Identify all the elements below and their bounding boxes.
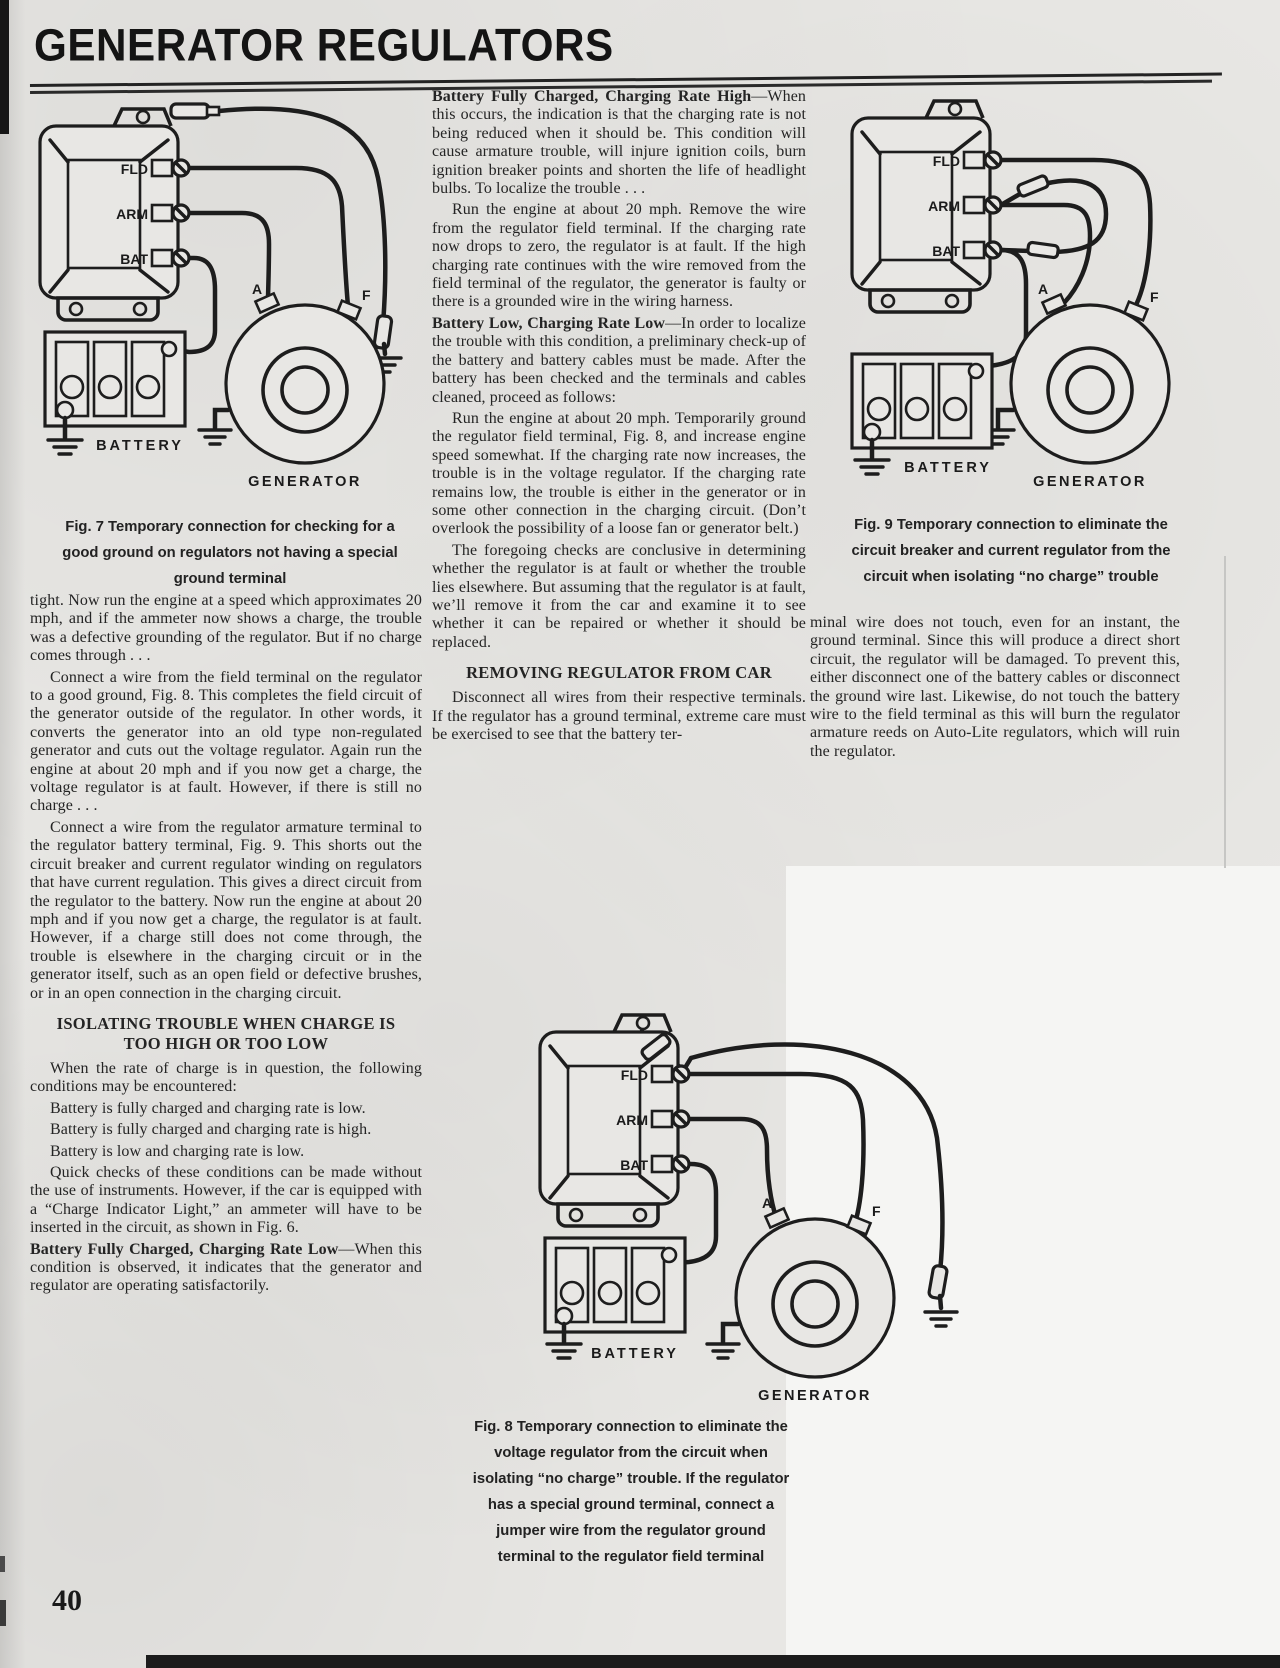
fig8-wiring-diagram [423, 1010, 993, 1410]
generator-drawing [707, 1195, 894, 1404]
paragraph: Run the engine at about 20 mph. Remove the wire from the regulator field terminal. If the charging rate now drops to zero, the regulator is at fault. If the high charging rate continues with the wire removed from the field terminal of the regulator, the generator is faulty or there is a grounded wire in the wiring harness. [432, 201, 806, 311]
scan-edge-mark [0, 1556, 5, 1572]
paragraph: Battery is fully charged and charging rate is high. [50, 1121, 372, 1139]
terminal-label-bat: BAT [120, 251, 148, 267]
terminal-label-f: F [1150, 289, 1159, 305]
fig9-wiring-diagram [788, 96, 1192, 500]
paragraph: Connect a wire from the field terminal on the regulator to a good ground, Fig. 8. This completes the field circuit of the generator outside of the regulator. In other words, it converts the generator into an old type non-regulated generator and cuts out the voltage regulator. Again run the engine at about 20 mph and if you now get a charge, the voltage regulator is at fault. However, if there is still no charge . . . [30, 668, 422, 815]
battery-label: BATTERY [96, 438, 184, 454]
paragraph: Battery is fully charged and charging rate is low. [50, 1099, 366, 1117]
terminal-label-a: A [762, 1195, 773, 1211]
battery-drawing [545, 1238, 685, 1362]
terminal-label-f: F [872, 1203, 881, 1219]
scan-edge-mark [0, 1600, 6, 1626]
paragraph: Disconnect all wires from their respective terminals. If the regulator has a ground terminal, extreme care must be exercised to see that the battery ter- [432, 689, 806, 743]
paragraph: The foregoing checks are conclusive in determining whether the regulator is at fault or whether the trouble lies elsewhere. But assuming that the regulator is at fault, we’ll remove it from the car and examine it to see whether it can be repaired or whether it should be replaced. [432, 541, 806, 651]
battery-label: BATTERY [904, 460, 992, 476]
generator-label: GENERATOR [758, 1388, 872, 1404]
right-column [810, 614, 1180, 764]
paragraph: Quick checks of these conditions can be made without the use of instruments. However, if the car is equipped with a “Charge Indicator Light,” an ammeter will have to be inserted in the circuit, as shown in Fig. 6. [30, 1163, 422, 1237]
regulator-drawing [540, 1015, 689, 1226]
terminal-label-arm: ARM [928, 198, 960, 214]
section-heading: ISOLATING TROUBLE WHEN CHARGE IS TOO HIGH OR TOO LOW [56, 1013, 396, 1053]
paragraph [432, 88, 806, 198]
left-column [30, 592, 422, 1299]
paragraph [432, 315, 806, 407]
paragraph [30, 1241, 422, 1296]
paragraph-text: —When this condition is observed, it indicates that the generator and regulator are operating satisfactorily. [30, 1240, 422, 1295]
paragraph-lead: Battery Fully Charged, Charging Rate High [432, 88, 752, 105]
paragraph: tight. Now run the engine at a speed which approximates 20 mph, and if the ammeter now shows a charge, the trouble was a defective grounding of the regulator. But if no charge comes through . . . [30, 592, 422, 665]
generator-drawing [982, 281, 1169, 490]
jumper-plug [1017, 175, 1049, 197]
field-wire-ground [925, 1265, 957, 1326]
paragraph: minal wire does not touch, even for an instant, the ground terminal. Since this will produce a direct short circuit, the regulator will be damaged. To prevent this, either disconnect one of the battery cables or disconnect the ground wire last. Likewise, do not touch the battery wire to the field terminal as this will burn the regulator armature reeds on Auto-Lite regulators, which will ruin the regulator. [810, 614, 1180, 760]
paragraph: Battery is low and charging rate is low. [50, 1142, 305, 1160]
jumper-plug [1027, 242, 1058, 258]
terminal-label-fld: FLD [932, 153, 960, 169]
battery-drawing [852, 354, 992, 476]
fig7-wiring-diagram [18, 96, 422, 500]
terminal-label-arm: ARM [116, 206, 148, 222]
terminal-label-bat: BAT [620, 1157, 648, 1173]
paragraph-text: —When this occurs, the indication is that the charging rate is not being reduced when it should be. This condition will cause armature trouble, will injure ignition coils, burn ignition breaker points and shorten the life of headlight bulbs. To localize the trouble . . . [432, 88, 806, 198]
battery-label: BATTERY [591, 1346, 679, 1362]
generator-label: GENERATOR [248, 474, 362, 490]
paragraph: Run the engine at about 20 mph. Temporarily ground the regulator field terminal, Fig. 8, and increase engine speed somewhat. If the charging rate now increases, the trouble is in the voltage regulator. If the charging rate remains low, the trouble is either in the generator or in some other connection in the charging circuit. (Don’t overlook the possibility of a loose fan or generator belt.) [432, 409, 806, 538]
figure-caption-fig9: Fig. 9 Temporary connection to eliminate the circuit breaker and current regulator from the circuit when isolating “no charge” trouble [851, 517, 1171, 585]
terminal-label-bat: BAT [932, 243, 960, 259]
middle-column [432, 88, 806, 747]
scan-edge-mark [0, 0, 9, 134]
page-title: GENERATOR REGULATORS [34, 20, 614, 71]
page-number: 40 [52, 1584, 82, 1617]
figure-caption-fig8: Fig. 8 Temporary connection to eliminate the voltage regulator from the circuit when isolating “no charge” trouble. If the regulator has a special ground terminal, connect a jumper wire from the regulator ground terminal to the regulator field terminal [472, 1419, 790, 1565]
jumper-plug [171, 104, 209, 118]
terminal-label-arm: ARM [616, 1112, 648, 1128]
paragraph: Connect a wire from the regulator armature terminal to the regulator battery terminal, Fig. 9. This shorts out the circuit breaker and current regulator winding on regulators that have current regulation. This gives a direct circuit from the regulator to the battery. Now run the engine at about 20 mph and if you now get a charge, the regulator is at fault. However, if a charge still does not come through, the trouble is elsewhere in the charging circuit or in the generator itself, such as an open field or defective brushes, or in an open connection in the charging circuit. [30, 818, 422, 1002]
generator-label: GENERATOR [1033, 474, 1147, 490]
terminal-label-fld: FLD [620, 1067, 648, 1083]
figure-caption-fig7: Fig. 7 Temporary connection for checking for a good ground on regulators not having a special ground terminal [62, 519, 398, 587]
terminal-label-f: F [362, 287, 371, 303]
paragraph-text: —In order to localize the trouble with this condition, a preliminary check-up of the battery and battery cables must be made. After the battery has been checked and the terminals and cables cleaned, proceed as follows: [432, 314, 807, 406]
paragraph: When the rate of charge is in question, the following conditions may be encountered: [30, 1059, 422, 1096]
jumper-plug-tip [207, 107, 219, 115]
paragraph-lead: Battery Fully Charged, Charging Rate Low [30, 1240, 339, 1258]
terminal-label-fld: FLD [120, 161, 148, 177]
section-heading: REMOVING REGULATOR FROM CAR [466, 663, 772, 683]
battery-drawing [45, 332, 185, 454]
terminal-label-a: A [252, 281, 263, 297]
terminal-label-a: A [1038, 281, 1049, 297]
scan-fold-line [1224, 556, 1226, 868]
generator-drawing [199, 281, 384, 490]
paragraph-lead: Battery Low, Charging Rate Low [432, 314, 666, 332]
scan-edge-bar [146, 1655, 1280, 1668]
